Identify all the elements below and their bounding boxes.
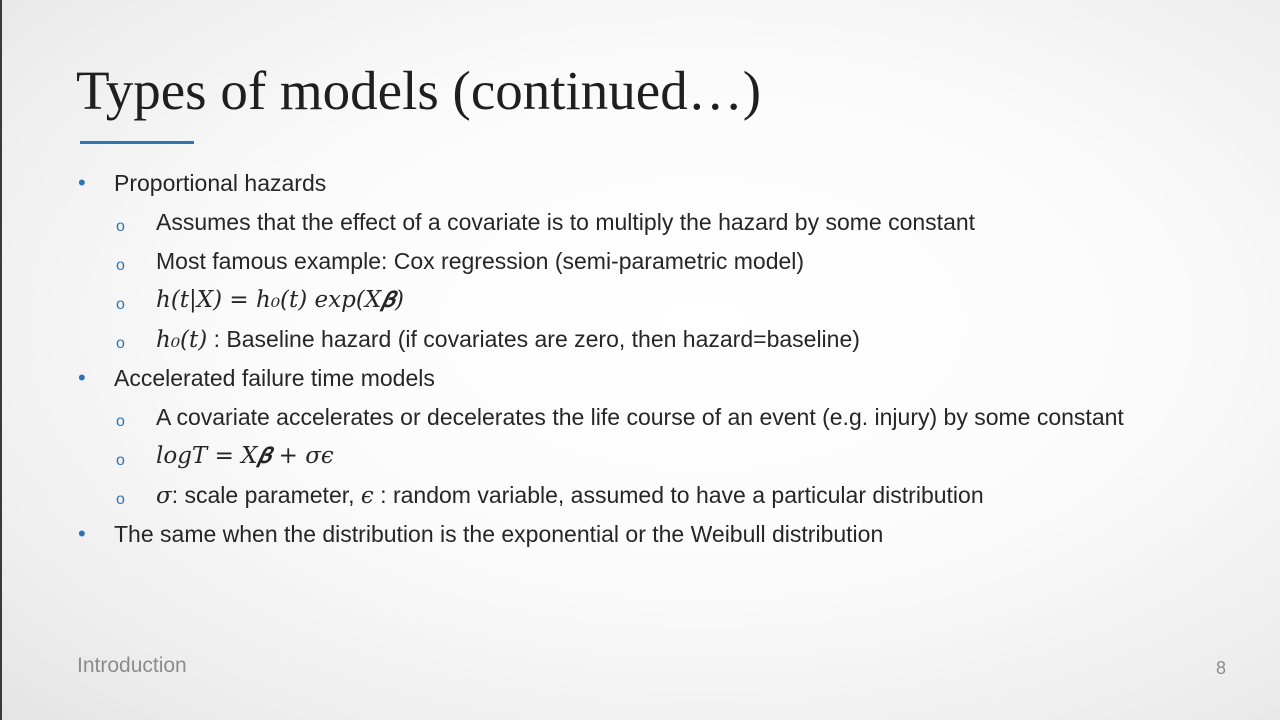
sigma-symbol: σ (156, 483, 172, 509)
bullet-text: Proportional hazards (114, 170, 327, 196)
sub-bullet-text: Assumes that the effect of a covariate is to multiply the hazard by some constant (156, 209, 976, 235)
sub-bullet-item (156, 324, 860, 355)
sub-bullet-circle-icon: o (116, 296, 125, 313)
formula-text: h(t|X) = h₀(t) exp(X𝜷) (156, 287, 404, 313)
sub-bullet-item (156, 480, 984, 511)
slide-title: Types of models (continued…) (76, 60, 762, 121)
sub-bullet-item (156, 402, 1124, 432)
sub-bullet-circle-icon: o (116, 413, 125, 430)
sub-bullet-item (156, 207, 975, 237)
hazard-formula (156, 285, 404, 315)
sub-bullet-circle-icon: o (116, 257, 125, 274)
footer-section-label: Introduction (77, 654, 187, 677)
bullet-dot-icon: • (78, 521, 86, 546)
sub-bullet-circle-icon: o (116, 452, 125, 469)
bullet-item (114, 168, 326, 198)
sub-bullet-text: A covariate accelerates or decelerates the life course of an event (e.g. injury) by some constant (156, 404, 1124, 430)
baseline-hazard-symbol: h₀(t) (156, 327, 208, 353)
sub-bullet-text: : random variable, assumed to have a particular distribution (373, 482, 984, 508)
page-number: 8 (1216, 658, 1227, 678)
bullet-item (114, 363, 435, 393)
epsilon-symbol: ϵ (360, 483, 374, 509)
sub-bullet-text: : Baseline hazard (if covariates are zero, then hazard=baseline) (207, 326, 860, 352)
sub-bullet-circle-icon: o (116, 491, 125, 508)
bullet-item (114, 519, 883, 549)
bullet-dot-icon: • (78, 365, 86, 390)
sub-bullet-text: Most famous example: Cox regression (semi-parametric model) (156, 248, 805, 274)
sub-bullet-item (156, 246, 804, 276)
sub-bullet-text: : scale parameter, (171, 482, 361, 508)
bullet-text: The same when the distribution is the exponential or the Weibull distribution (114, 521, 884, 547)
formula-text: logT = X𝜷 + σϵ (156, 443, 334, 469)
bullet-dot-icon: • (78, 170, 86, 195)
sub-bullet-circle-icon: o (116, 218, 125, 235)
aft-formula (156, 441, 334, 471)
sub-bullet-circle-icon: o (116, 335, 125, 352)
bullet-text: Accelerated failure time models (114, 365, 435, 391)
